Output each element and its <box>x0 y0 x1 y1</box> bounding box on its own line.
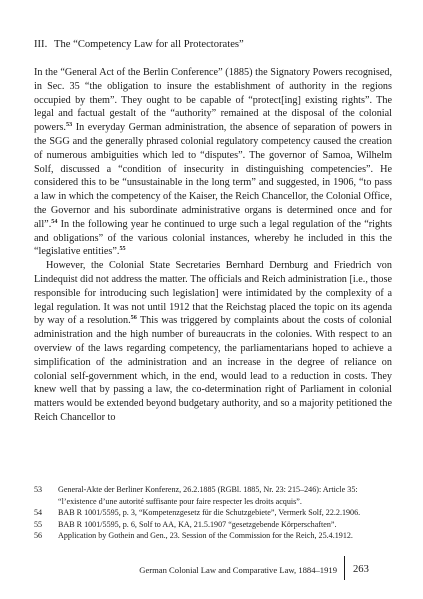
section-number: III. <box>34 39 48 50</box>
footnote-ref: 56 <box>130 314 137 322</box>
footnote-number: 56 <box>34 531 43 541</box>
footnotes <box>34 484 394 542</box>
text-run: However, the Colonial State Secretaries Bernhard Dernburg and Friedrich von Lindequist did not address the matter. The officials and Reich administration [i.e., those responsible for introducing such legislation] were intimidated by the complexity of a legal regulation. It was not until 1912 that the Reichstag placed the topic on its agenda by way of a resolution. <box>34 260 392 327</box>
paragraph <box>34 259 392 425</box>
footnote-text: BAB R 1001/5595, p. 3, “Kompetenzgesetz für die Schutzgebiete”, Vermerk Solf, 22.2.1906. <box>58 508 361 518</box>
footnote <box>34 530 394 542</box>
footnote <box>34 519 394 531</box>
page-number: 263 <box>353 564 369 575</box>
footnote-text: Application by Gothein and Gen., 23. Session of the Commission for the Reich, 25.4.1912. <box>58 531 353 541</box>
footnote-number: 53 <box>34 485 43 494</box>
section-title: The “Competency Law for all Protectorates” <box>54 39 244 50</box>
footnote-ref: 54 <box>51 217 58 225</box>
footnote-number: 54 <box>34 508 43 518</box>
footnote <box>34 484 394 507</box>
footnote-text: BAB R 1001/5595, p. 6, Solf to AA, KA, 21.5.1907 “gesetzgebende Körperschaften”. <box>58 519 337 529</box>
paragraph <box>34 66 392 259</box>
running-footer-title: German Colonial Law and Comparative Law, 1884–1919 <box>139 565 337 575</box>
footnote-ref: 53 <box>65 121 73 129</box>
section-heading <box>34 38 394 51</box>
body-text <box>34 66 392 425</box>
text-run: In the “General Act of the Berlin Conference” (1885) the Signatory Powers recognised, in Sec. 35 “the obligation to insure the establishment of authority in the regions occupied by them”. They ought to be capable of “protect[ing] existing rights”. The legal and factual gestalt of the “authority” remained at the disposal of the colonial powers. <box>34 67 392 134</box>
footnote-ref: 55 <box>119 245 126 253</box>
text-run: This was triggered by complaints about the costs of colonial administration and the high number of bureaucrats in the colonies. With respect to an overview of the laws regarding competency, the parliamentarians hoped to achieve a simplification of the administration and an increase in the degree of reliance on colonial self-government which, in the end, would lead to a reduction in costs. They knew well that by passing a law, the co-determination right of Parliament in colonial matters would be extended beyond budgetary authority, and so a majority petitioned the Reich Chancellor to <box>34 315 392 423</box>
footnote-text: General-Akte der Berliner Konferenz, 26.2.1885 (RGBl. 1885, Nr. 23: 215–246): Article 35: “l’existence d’une autorité suffisante pour faire respecter les droits acquis”. <box>58 485 358 506</box>
footnote <box>34 507 394 519</box>
footer-divider <box>344 556 345 580</box>
text-run: In everyday German administration, the absence of separation of powers in the SGG and the generally phrased colonial regulatory competency caused the creation of numerous ambiguities which led to “disputes”. The governor of Samoa, Wilhelm Solf, discussed a “condition of insecurity in distinguishing competencies”. He considered this to be “unsustainable in the long term” and suggested, in 1906, “to pass a law in which the competency of the Kaiser, the Reich Chancellor, the Colonial Office, the Governor and his subordinate administrative organs is determined once and for all”. <box>34 122 392 230</box>
footnote-number: 55 <box>34 519 43 529</box>
text-run: In the following year he continued to urge such a legal regulation of the “rights and obligations” of the various colonial instances, whereby he included in this the “legislative entities”. <box>34 218 392 258</box>
